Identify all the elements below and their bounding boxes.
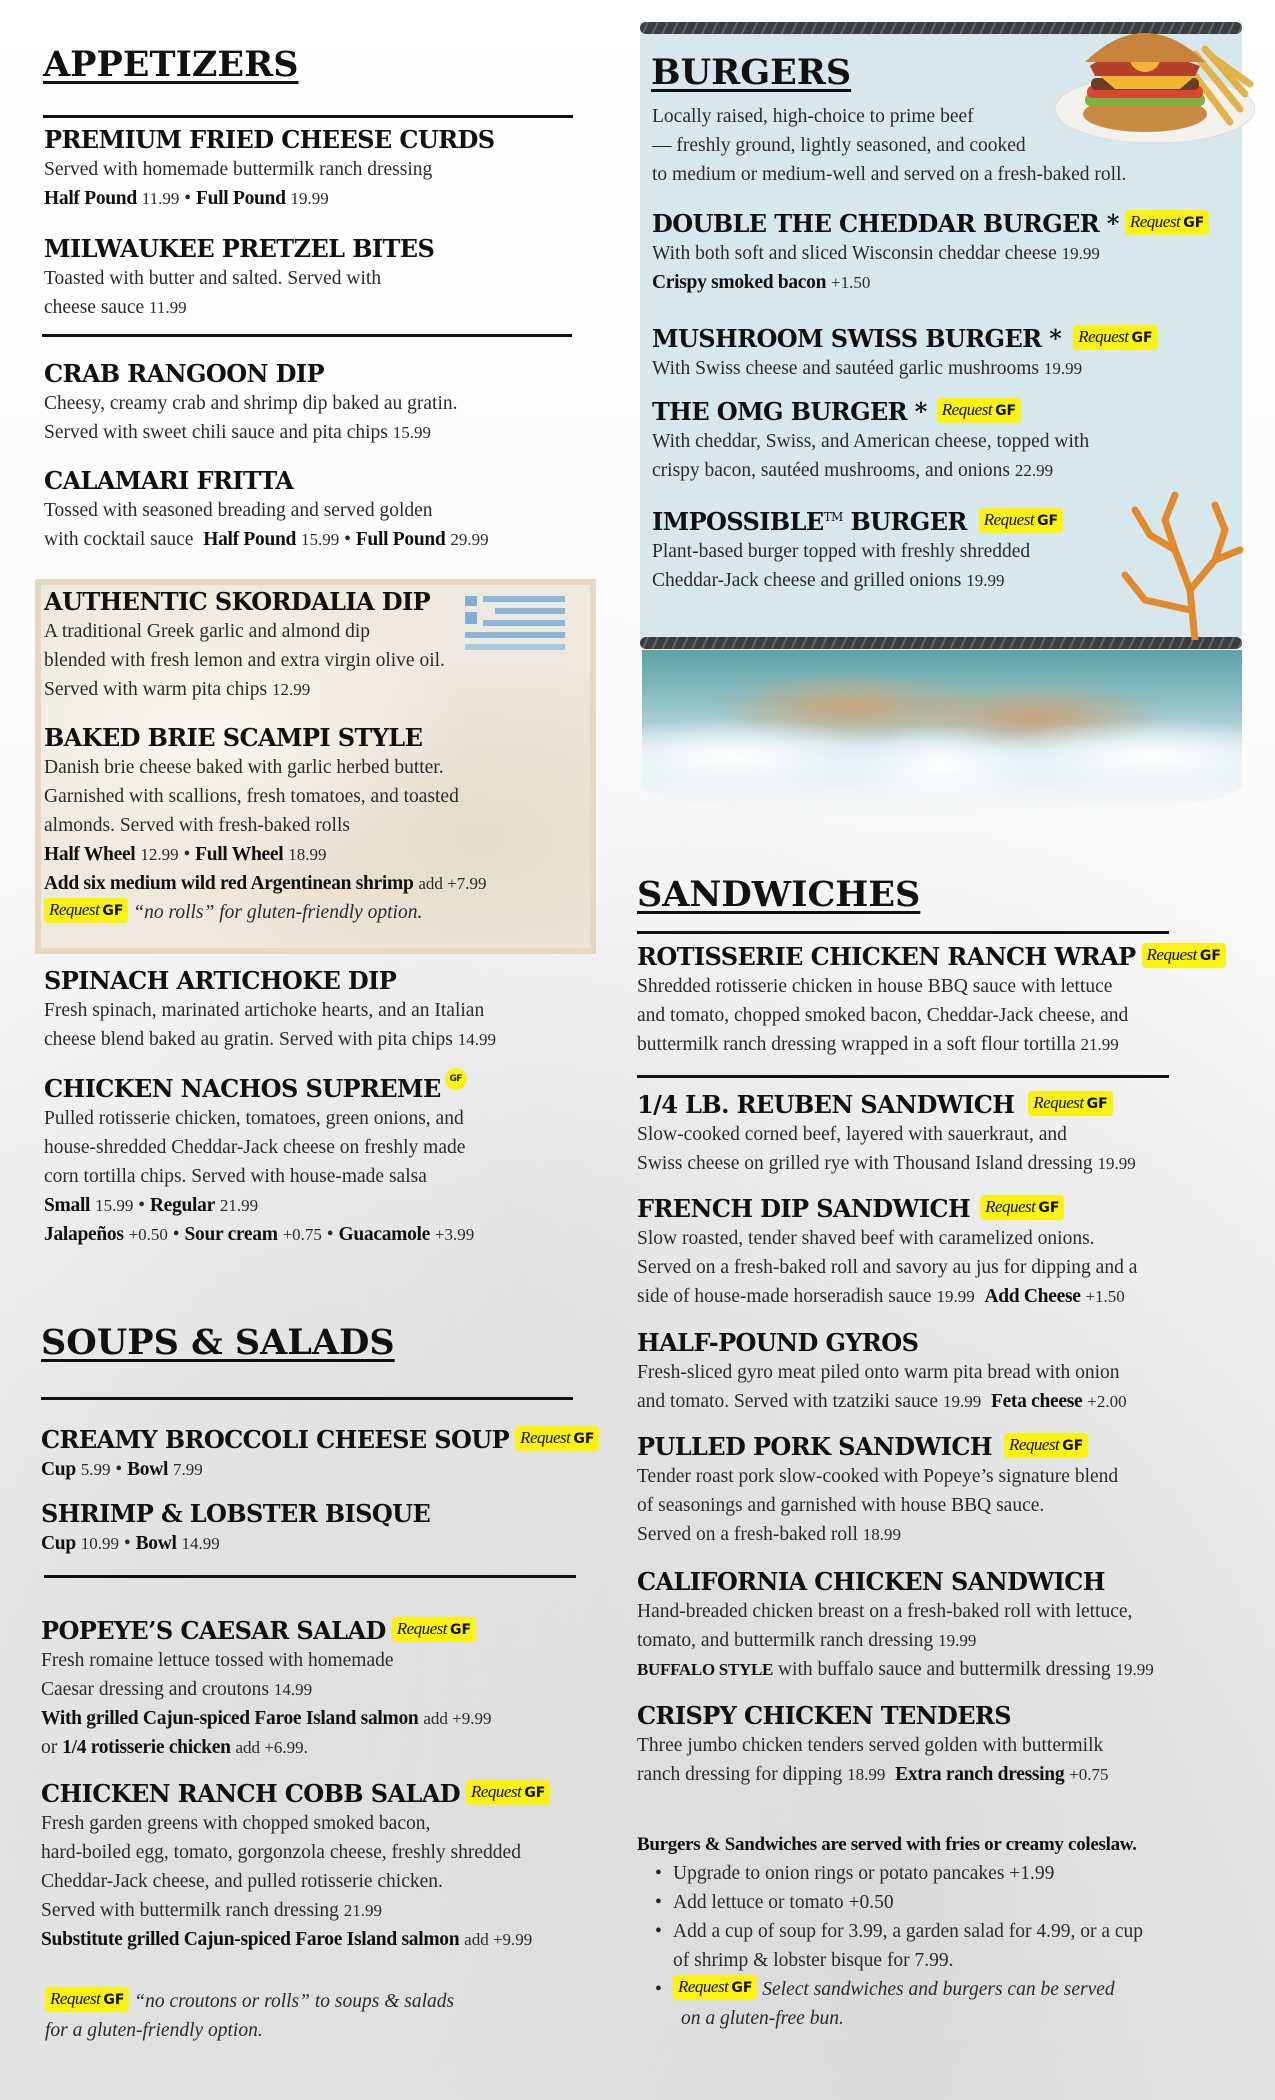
item-name: IMPOSSIBLE™ BURGER Request GF — [652, 502, 1063, 537]
gf-note-line: Request GF “no croutons or rolls” to soups & salads — [45, 1987, 454, 2016]
item-price-options: Cup 5.99 • Bowl 7.99 — [41, 1459, 203, 1480]
request-gf-badge: Request GF — [1073, 325, 1157, 350]
menu-item-calamari-fritta — [44, 466, 489, 554]
menu-item-reuben-sandwich — [637, 1090, 1136, 1178]
item-name: MILWAUKEE PRETZEL BITES — [44, 234, 435, 263]
menu-item-omg-burger — [652, 397, 1089, 485]
menu-item-double-cheddar-burger — [652, 209, 1209, 297]
request-gf-badge: Request GF — [515, 1426, 599, 1451]
item-name: PULLED PORK SANDWICH Request GF — [637, 1432, 1118, 1462]
menu-item-lobster-bisque — [41, 1499, 430, 1558]
menu-item-chicken-nachos — [44, 1074, 474, 1249]
item-desc: Cheddar-Jack cheese and grilled onions 19.99 — [652, 570, 1005, 591]
item-name: BAKED BRIE SCAMPI STYLE — [44, 723, 423, 752]
item-desc: Danish brie cheese baked with garlic herbed butter. — [44, 757, 444, 778]
item-name: SPINACH ARTICHOKE DIP — [44, 966, 397, 995]
sides-note-gf-bullet: • Request GF Select sandwiches and burgers can be served — [637, 1975, 1143, 2004]
menu-item-pulled-pork — [637, 1432, 1118, 1549]
item-desc: Hand-breaded chicken breast on a fresh-baked roll with lettuce, — [637, 1601, 1133, 1622]
item-price-options: Cup 10.99 • Bowl 14.99 — [41, 1533, 220, 1554]
gf-note-line: for a gluten-friendly option. — [45, 2020, 263, 2041]
section-title-soups-salads: SOUPS & SALADS — [41, 1322, 395, 1363]
item-desc: Pulled rotisserie chicken, tomatoes, green onions, and — [44, 1108, 464, 1129]
item-desc: Three jumbo chicken tenders served golden with buttermilk — [637, 1735, 1104, 1756]
item-desc: Slow-cooked corned beef, layered with sauerkraut, and — [637, 1124, 1067, 1145]
item-name: FRENCH DIP SANDWICH Request GF — [637, 1194, 1137, 1224]
item-name: CREAMY BROCCOLI CHEESE SOUP Request GF — [41, 1425, 599, 1455]
gf-note: Request GF “no rolls” for gluten-friendly option. — [44, 898, 487, 927]
menu-item-pretzel-bites — [44, 234, 434, 322]
request-gf-badge: Request GF — [1028, 1091, 1112, 1116]
menu-item-baked-brie — [44, 723, 487, 927]
request-gf-badge: Request GF — [1004, 1433, 1088, 1458]
divider — [41, 1397, 573, 1400]
item-name: CHICKEN RANCH COBB SALAD Request GF — [41, 1779, 550, 1809]
item-desc: Served with sweet chili sauce and pita chips 15.99 — [44, 422, 431, 443]
request-gf-badge: Request GF — [673, 1975, 757, 2000]
item-name: 1/4 LB. REUBEN SANDWICH Request GF — [637, 1090, 1136, 1120]
item-desc: Fresh romaine lettuce tossed with homemade — [41, 1650, 394, 1671]
item-addons: Jalapeños +0.50 • Sour cream +0.75 • Guacamole +3.99 — [44, 1224, 475, 1245]
intro-line: to medium or medium-well and served on a fresh-baked roll. — [652, 164, 1127, 185]
item-desc: ranch dressing for dipping 18.99 Extra ranch dressing +0.75 — [637, 1764, 1109, 1785]
item-desc: corn tortilla chips. Served with house-made salsa — [44, 1166, 427, 1187]
item-desc: Plant-based burger topped with freshly shredded — [652, 541, 1031, 562]
item-desc: Swiss cheese on grilled rye with Thousand Island dressing 19.99 — [637, 1153, 1136, 1174]
item-price-options: Half Pound 11.99 • Full Pound 19.99 — [44, 188, 329, 209]
section-title-sandwiches: SANDWICHES — [637, 874, 921, 915]
request-gf-badge: Request GF — [392, 1617, 476, 1642]
menu-item-skordalia-dip — [44, 587, 445, 704]
sides-note-gf-continuation: on a gluten-free bun. — [681, 2008, 844, 2029]
item-desc: Served with warm pita chips 12.99 — [44, 679, 311, 700]
item-desc: blended with fresh lemon and extra virgin olive oil. — [44, 650, 445, 671]
divider — [43, 115, 573, 118]
coral-decoration-image — [1105, 480, 1245, 640]
sides-note-list — [637, 1859, 1143, 1946]
item-name: AUTHENTIC SKORDALIA DIP — [44, 587, 431, 616]
item-name: HALF-POUND GYROS — [637, 1328, 919, 1357]
item-desc: Shredded rotisserie chicken in house BBQ sauce with lettuce — [637, 976, 1113, 997]
menu-item-impossible-burger — [652, 502, 1063, 595]
menu-item-chicken-tenders — [637, 1701, 1109, 1789]
divider — [44, 1575, 576, 1578]
sides-note-heading: Burgers & Sandwiches are served with fries or creamy coleslaw. — [637, 1834, 1137, 1855]
intro-line: — freshly ground, lightly seasoned, and cooked — [652, 135, 1026, 156]
item-price-options: Half Wheel 12.99 • Full Wheel 18.99 — [44, 844, 327, 865]
item-name: ROTISSERIE CHICKEN RANCH WRAP Request GF — [637, 942, 1226, 972]
request-gf-badge: Request GF — [45, 1987, 129, 2012]
sides-note-list — [637, 1975, 1143, 2004]
item-desc: Slow roasted, tender shaved beef with caramelized onions. — [637, 1228, 1095, 1249]
item-desc: buttermilk ranch dressing wrapped in a soft flour tortilla 21.99 — [637, 1034, 1119, 1055]
divider — [42, 334, 572, 337]
item-name: CRISPY CHICKEN TENDERS — [637, 1701, 1011, 1730]
request-gf-badge: Request GF — [980, 1195, 1064, 1220]
menu-item-cheese-curds — [44, 125, 494, 213]
request-gf-badge: Request GF — [1125, 210, 1209, 235]
request-gf-badge: Request GF — [44, 898, 128, 923]
item-desc: cheese sauce 11.99 — [44, 297, 187, 318]
section-title-appetizers: APPETIZERS — [43, 44, 299, 85]
menu-item-crab-rangoon-dip — [44, 359, 458, 447]
item-variant: BUFFALO STYLE with buffalo sauce and buttermilk dressing 19.99 — [637, 1659, 1154, 1680]
item-desc: Served on a fresh-baked roll 18.99 — [637, 1524, 902, 1545]
item-desc: Toasted with butter and salted. Served with — [44, 268, 382, 289]
item-desc: With both soft and sliced Wisconsin cheddar cheese 19.99 — [652, 243, 1100, 264]
item-addon: Substitute grilled Cajun-spiced Faroe Island salmon add +9.99 — [41, 1929, 533, 1950]
item-desc: almonds. Served with fresh-baked rolls — [44, 815, 350, 836]
item-desc: crispy bacon, sautéed mushrooms, and onions 22.99 — [652, 460, 1054, 481]
item-desc: tomato, and buttermilk ranch dressing 19.99 — [637, 1630, 977, 1651]
item-desc: A traditional Greek garlic and almond dip — [44, 621, 370, 642]
item-desc: Garnished with scallions, fresh tomatoes, and toasted — [44, 786, 459, 807]
item-desc: Fresh garden greens with chopped smoked bacon, — [41, 1813, 431, 1834]
request-gf-badge: Request GF — [466, 1780, 550, 1805]
sides-note-continuation: of shrimp & lobster bisque for 7.99. — [673, 1950, 954, 1971]
menu-item-california-chicken — [637, 1567, 1154, 1684]
sides-note — [637, 1830, 1143, 2033]
menu-item-cobb-salad — [41, 1779, 550, 1954]
greek-flag-icon — [465, 596, 565, 652]
item-desc: of seasonings and garnished with house BBQ sauce. — [637, 1495, 1045, 1516]
item-name: CHICKEN NACHOS SUPREME GF — [44, 1074, 474, 1104]
menu-item-french-dip — [637, 1194, 1137, 1311]
item-addon: or 1/4 rotisserie chicken add +6.99. — [41, 1737, 308, 1758]
item-desc: and tomato. Served with tzatziki sauce 19.99 Feta cheese +2.00 — [637, 1391, 1127, 1412]
request-gf-badge: Request GF — [979, 508, 1063, 533]
item-addon: With grilled Cajun-spiced Faroe Island salmon add +9.99 — [41, 1708, 492, 1729]
menu-item-chicken-ranch-wrap — [637, 942, 1226, 1059]
gf-badge-icon: GF — [445, 1068, 467, 1090]
sides-note-bullet: • Add lettuce or tomato +0.50 — [637, 1888, 1143, 1917]
menu-item-spinach-artichoke-dip — [44, 966, 496, 1054]
item-desc: Cheesy, creamy crab and shrimp dip baked au gratin. — [44, 393, 458, 414]
item-desc: Cheddar-Jack cheese, and pulled rotisserie chicken. — [41, 1871, 443, 1892]
intro-line: Locally raised, high-choice to prime beef — [652, 106, 974, 127]
item-desc: Served with homemade buttermilk ranch dressing — [44, 159, 433, 180]
section-title-burgers: BURGERS — [651, 52, 852, 93]
divider — [637, 931, 1169, 934]
sides-note-bullet: • Add a cup of soup for 3.99, a garden salad for 4.99, or a cup — [637, 1917, 1143, 1946]
item-desc: hard-boiled egg, tomato, gorgonzola cheese, freshly shredded — [41, 1842, 521, 1863]
menu-item-mushroom-swiss-burger — [652, 324, 1158, 383]
menu-item-broccoli-cheese-soup — [41, 1425, 599, 1484]
item-desc: and tomato, chopped smoked bacon, Cheddar-Jack cheese, and — [637, 1005, 1129, 1026]
item-name: CALIFORNIA CHICKEN SANDWICH — [637, 1567, 1105, 1596]
item-name: CRAB RANGOON DIP — [44, 359, 324, 388]
request-gf-badge: Request GF — [1142, 943, 1226, 968]
item-desc: With Swiss cheese and sautéed garlic mushrooms 19.99 — [652, 358, 1083, 379]
item-desc: cheese blend baked au gratin. Served with pita chips 14.99 — [44, 1029, 496, 1050]
divider — [637, 1075, 1169, 1078]
request-gf-badge: Request GF — [937, 398, 1021, 423]
item-addon: Crispy smoked bacon +1.50 — [652, 272, 871, 293]
ocean-waves-image — [642, 650, 1242, 815]
item-desc: Tossed with seasoned breading and served golden — [44, 500, 433, 521]
menu-item-caesar-salad — [41, 1616, 491, 1762]
item-desc: with cocktail sauce Half Pound 15.99 • Full Pound 29.99 — [44, 529, 489, 550]
item-desc: Tender roast pork slow-cooked with Popeye’s signature blend — [637, 1466, 1119, 1487]
item-name: MUSHROOM SWISS BURGER * Request GF — [652, 324, 1158, 354]
item-price-options: Small 15.99 • Regular 21.99 — [44, 1195, 259, 1216]
item-name: CALAMARI FRITTA — [44, 466, 294, 495]
item-name: THE OMG BURGER * Request GF — [652, 397, 1089, 427]
burgers-intro — [652, 102, 1126, 189]
gf-note-soups-salads — [45, 1987, 454, 2045]
item-name: PREMIUM FRIED CHEESE CURDS — [44, 125, 495, 154]
item-name: POPEYE’S CAESAR SALAD Request GF — [41, 1616, 491, 1646]
item-desc: Served with buttermilk ranch dressing 21.99 — [41, 1900, 382, 1921]
item-name: DOUBLE THE CHEDDAR BURGER * Request GF — [652, 209, 1209, 239]
item-desc: Fresh-sliced gyro meat piled onto warm pita bread with onion — [637, 1362, 1120, 1383]
item-desc: Fresh spinach, marinated artichoke hearts, and an Italian — [44, 1000, 485, 1021]
item-desc: Caesar dressing and croutons 14.99 — [41, 1679, 313, 1700]
item-desc: With cheddar, Swiss, and American cheese, topped with — [652, 431, 1090, 452]
menu-item-gyros — [637, 1328, 1127, 1416]
item-name: SHRIMP & LOBSTER BISQUE — [41, 1499, 431, 1528]
item-desc: house-shredded Cheddar-Jack cheese on freshly made — [44, 1137, 466, 1158]
item-addon: Add six medium wild red Argentinean shrimp add +7.99 — [44, 873, 487, 894]
item-desc: Served on a fresh-baked roll and savory au jus for dipping and a — [637, 1257, 1138, 1278]
item-desc: side of house-made horseradish sauce 19.99 Add Cheese +1.50 — [637, 1286, 1125, 1307]
sides-note-bullet: • Upgrade to onion rings or potato pancakes +1.99 — [637, 1859, 1143, 1888]
